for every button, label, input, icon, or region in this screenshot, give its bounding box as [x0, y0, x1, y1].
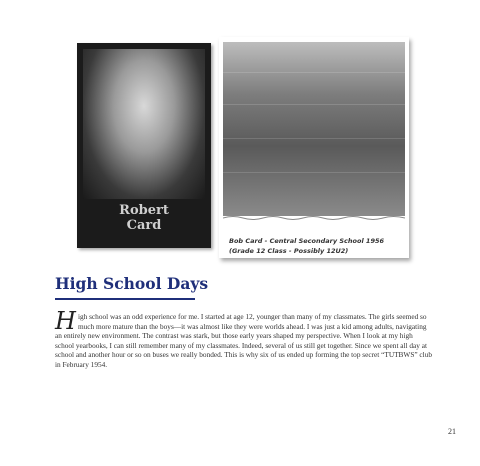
class-photo-subcaption: (Grade 12 Class - Possibly 12U2)	[229, 247, 349, 255]
drop-cap: H	[55, 307, 76, 335]
body-text: igh school was an odd experience for me. I started at age 12, younger than many of my classmates. The girls seemed so much more mature than the boys—it was almost like they were worlds ahead. I was just a kid among adults, navigating an entirely new environment. The contrast was stark, but those early years shaped my perspective. When I look at my high school yearbooks, I can still remember many of my classmates. Indeed, several of us still get together. Since we spent all day at school and another hour or so on buses we really bonded. This is why six of us ended up forming the top secret “TUTBWS” club in February 1954.	[55, 312, 432, 369]
portrait-photo	[83, 49, 205, 199]
section-body	[55, 307, 433, 369]
class-photo	[219, 37, 409, 258]
class-photo-caption: Bob Card - Central Secondary School 1956	[229, 237, 385, 245]
portrait-caption	[77, 203, 211, 233]
yearbook-portrait	[77, 43, 211, 248]
section-title: High School Days	[55, 274, 209, 293]
page-number: 21	[448, 427, 456, 436]
torn-edge	[223, 215, 405, 223]
class-group-photo	[223, 42, 405, 216]
portrait-caption-first: Robert	[119, 203, 169, 218]
portrait-caption-last: Card	[126, 218, 162, 233]
title-underline	[55, 298, 195, 300]
